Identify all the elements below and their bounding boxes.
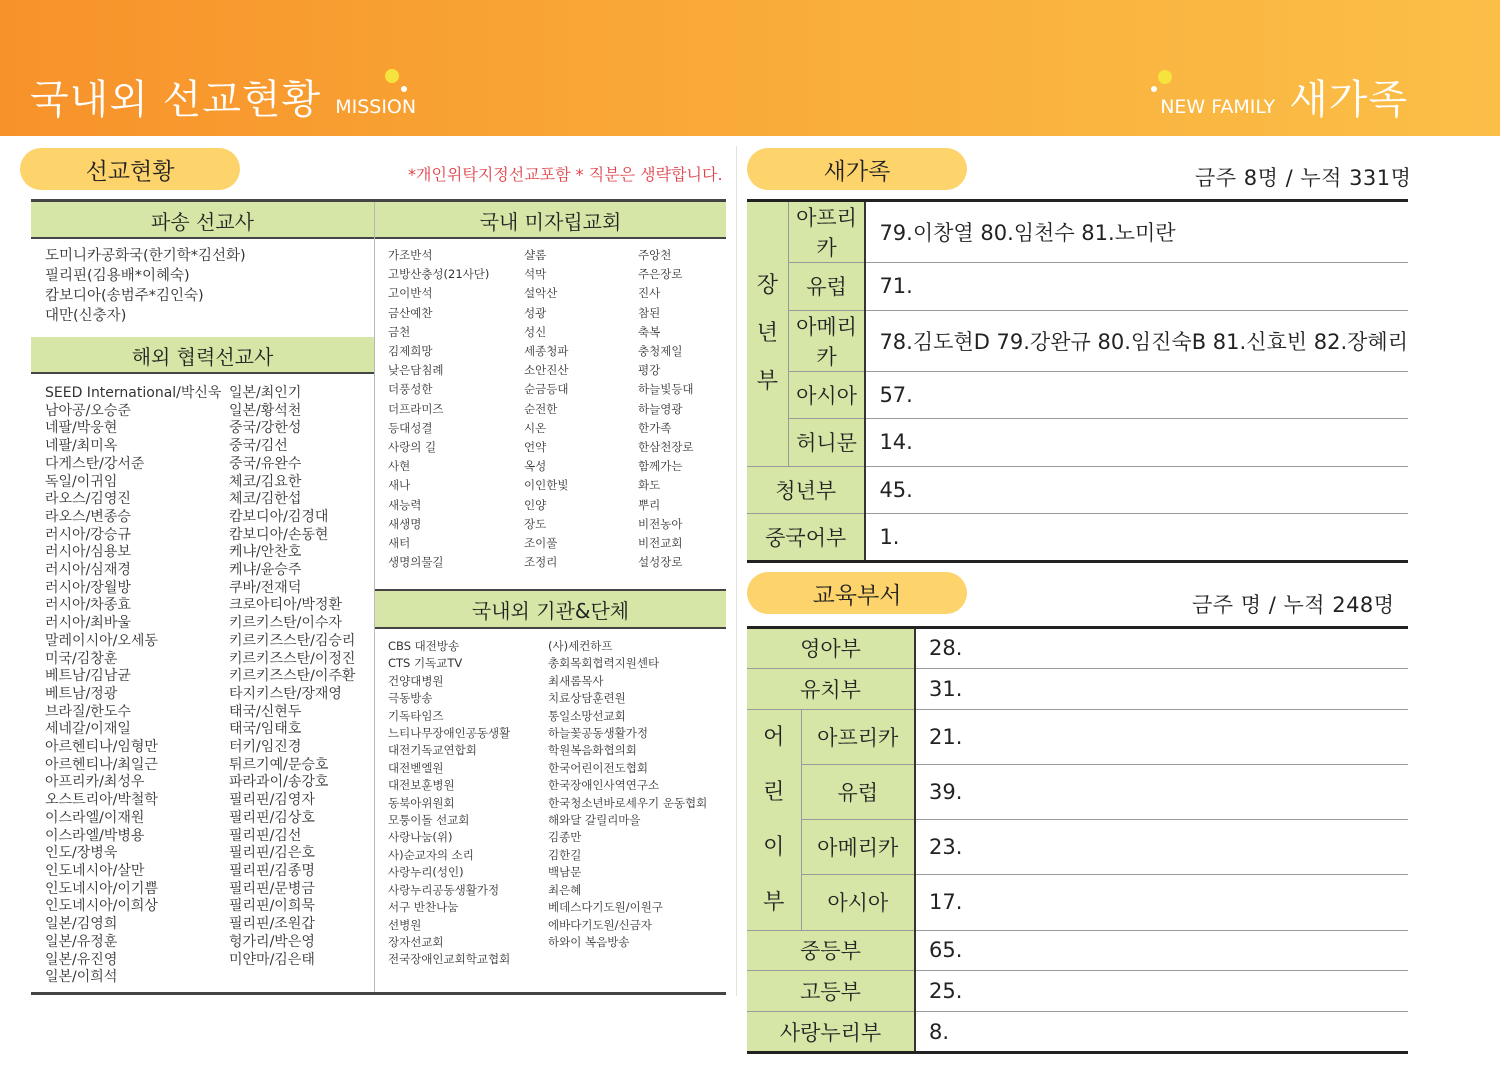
white-dot-icon [1151,86,1157,92]
overseas-missionary: 쿠바/전재덕 [229,579,302,596]
header-right-subtitle: NEW FAMILY [1160,96,1276,118]
row-value: 1. [865,514,1408,562]
overseas-missionary: 필리핀/김은호 [229,845,315,862]
church-item: 생명의물길 [388,555,444,570]
overseas-missionary: 필리핀/이희묵 [229,898,315,915]
row-value: 57. [865,371,1408,419]
overseas-missionary: 필리핀/김영자 [229,792,315,809]
institutions-header: 국내외 기관&단체 [375,591,726,627]
institution-item: 학원복음화협의회 [548,743,637,758]
domestic-churches-header: 국내 미자립교회 [375,202,726,238]
overseas-missionary: 네팔/최미옥 [45,438,118,455]
row-value: 8. [915,1012,1408,1053]
overseas-missionary: 이스라엘/박병용 [45,827,145,844]
institution-item: 동북아위원회 [388,795,455,810]
overseas-missionary: 일본/이희석 [45,969,118,986]
overseas-missionary: 라오스/변종승 [45,508,131,525]
overseas-missionary: 남아공/오승준 [45,402,131,419]
church-item: 더프라미즈 [388,401,444,416]
table-row [747,419,1408,467]
overseas-missionary: 인도네시아/이희상 [45,898,158,915]
institution-item: 한국어린이전도협회 [548,760,648,775]
institution-item: 사랑누리(성인) [388,865,464,880]
institution-item: 총회목회협력지원센타 [548,656,660,671]
overseas-missionary: 필리핀/김선 [229,827,302,844]
row-label: 청년부 [747,466,865,514]
overseas-missionary: 일본/최인기 [229,385,302,401]
church-item: 사현 [388,459,411,474]
row-value: 39. [915,764,1408,819]
table-row [747,628,1408,669]
overseas-missionary: 필리핀/조원갑 [229,916,315,933]
institution-item: 하늘꽃공동생활가정 [548,726,648,741]
row-label: 아프리카 [801,709,915,764]
overseas-missionary: 캄보디아/김경대 [229,508,329,525]
row-value: 21. [915,709,1408,764]
row-label: 아메리카 [788,310,865,371]
overseas-missionary: 일본/유정훈 [45,933,118,950]
overseas-missionary: 말레이시아/오세동 [45,632,158,649]
row-value: 78.김도현D 79.강완규 80.임진숙B 81.신효빈 82.장혜리 [865,310,1408,371]
group-label: 어 린 이 부 [747,709,801,930]
church-item: 함께가는 [638,459,683,474]
dispatched-list [45,246,246,326]
overseas-missionary: 브라질/한도수 [45,703,131,720]
overseas-missionary: 아르헨티나/임형만 [45,739,158,756]
church-item: 고방산충성(21사단) [388,267,490,282]
churches-col1 [388,246,489,572]
overseas-missionary: 필리핀/문병금 [229,880,315,897]
church-item: 진사 [638,286,661,301]
dispatched-missionary: 대만(신충자) [45,308,127,324]
overseas-missionary: 아르헨티나/최일근 [45,756,158,773]
church-item: 축복 [638,324,661,339]
church-item: 사랑의 길 [388,440,437,455]
header-title: 국내외 선교현황 [30,77,322,123]
table-row [747,310,1408,371]
institution-item: 대전보훈병원 [388,778,455,793]
church-item: 평강 [638,363,661,378]
center-divider [736,146,737,996]
overseas-missionary: 인도네시아/이기쁨 [45,880,158,897]
divider [375,627,726,629]
overseas-missionary: 일본/유진영 [45,951,118,968]
row-value: 71. [865,263,1408,311]
overseas-missionary: 키르키스탄/이수자 [229,615,342,632]
row-value: 17. [915,875,1408,930]
church-item: 한삼천장로 [638,440,694,455]
institution-item: 사랑나눔(위) [388,830,453,845]
table-row [747,514,1408,562]
overseas-missionary: 중국/유완수 [229,455,302,472]
divider [31,372,374,374]
table-row [747,371,1408,419]
institution-item: CBS 대전방송 [388,639,460,653]
church-item: 옥성 [524,459,547,474]
institutions-col2 [548,638,707,951]
church-item: 장도 [524,516,547,531]
education-summary: 금주 명 / 누적 248명 [1192,593,1395,617]
table-row [747,820,1408,875]
mission-pill: 선교현황 [20,148,240,190]
institution-item: 기독타임즈 [388,708,444,723]
church-item: 뿌리 [638,497,661,512]
overseas-missionary: 일본/김영희 [45,916,118,933]
overseas-header: 해외 협력선교사 [31,337,374,373]
table-row [747,764,1408,819]
row-value: 25. [915,971,1408,1012]
table-row [747,709,1408,764]
table-row [747,263,1408,311]
overseas-missionary: 튀르기예/문승호 [229,756,329,773]
institution-item: 한국청소년바로세우기 운동협회 [548,795,708,810]
institution-item: 최은혜 [548,882,582,897]
header-right [1160,68,1408,125]
overseas-missionary: 헝가리/박은영 [229,933,315,950]
overseas-missionary: 베트남/김남균 [45,668,131,685]
overseas-missionary: 독일/이귀임 [45,473,118,490]
dispatched-header: 파송 선교사 [31,202,374,238]
group-label: 장 년 부 [747,201,788,467]
newfamily-summary: 금주 8명 / 누적 331명 [1195,166,1412,190]
overseas-missionary: 러시아/심재경 [45,562,131,579]
dispatched-missionary: 필리핀(김용배*이혜숙) [45,268,190,284]
overseas-missionary: 캄보디아/손동현 [229,526,329,543]
institution-item: 전국장애인교회학교협회 [388,952,511,967]
church-item: 화도 [638,478,661,493]
row-label: 사랑누리부 [747,1012,915,1053]
church-item: 조정리 [524,555,558,570]
church-item: 더풍성한 [388,382,433,397]
church-item: 가조반석 [388,248,433,262]
newfamily-pill: 새가족 [747,148,967,190]
church-item: 순금등대 [524,382,569,397]
row-value: 31. [915,668,1408,709]
institution-item: 하와이 복음방송 [548,934,630,949]
overseas-missionary: 중국/강한성 [229,420,302,437]
church-item: 주은장로 [638,267,683,282]
divider [31,237,374,239]
church-item: 주앙천 [638,248,672,262]
institution-item: 에바다기도원/신금자 [548,917,652,932]
institution-item: 대전기독교연합회 [388,743,477,758]
institution-item: 해와달 갈릴리마을 [548,813,641,828]
overseas-missionary: 태국/신현두 [229,703,302,720]
row-label: 고등부 [747,971,915,1012]
church-item: 하늘영광 [638,401,683,416]
church-item: 세종청파 [524,344,569,359]
overseas-missionary: 러시아/차종효 [45,597,131,614]
overseas-missionary: 필리핀/김종명 [229,862,315,879]
institution-item: 김종만 [548,830,582,845]
overseas-missionary: 중국/김선 [229,438,288,455]
church-item: 석막 [524,267,547,282]
row-label: 유럽 [788,263,865,311]
overseas-missionary: 러시아/강승규 [45,526,131,543]
overseas-missionary: 이스라엘/이재원 [45,809,145,826]
institutions-col1 [388,638,510,969]
overseas-col2 [229,385,355,969]
row-label: 아메리카 [801,820,915,875]
overseas-missionary: 러시아/장월방 [45,579,131,596]
overseas-missionary: 일본/황석천 [229,402,302,419]
overseas-missionary: 체코/김요한 [229,473,302,490]
header-left [30,68,416,125]
overseas-missionary: 미국/김창훈 [45,650,118,667]
institution-item: 최새롬목사 [548,673,604,688]
church-item: 고이반석 [388,286,433,301]
overseas-missionary: 아프리카/최성우 [45,774,145,791]
education-table [747,626,1408,1054]
institution-item: 한국장애인사역연구소 [548,778,660,793]
newfamily-table [747,199,1408,563]
dispatched-missionary: 도미니카공화국(한기학*김선화) [45,248,246,264]
table-row [747,971,1408,1012]
row-label: 아프리카 [788,201,865,263]
church-item: 설악산 [524,286,558,301]
row-value: 45. [865,466,1408,514]
table-row [747,466,1408,514]
overseas-missionary: 체코/김한섭 [229,491,302,508]
row-value: 79.이창열 80.임천수 81.노미란 [865,201,1408,263]
divider [375,237,726,239]
institution-item: 통일소망선교회 [548,708,626,723]
church-item: 순전한 [524,401,558,416]
overseas-missionary: 크로아티아/박정환 [229,597,342,614]
church-item: 하늘빛등대 [638,382,694,397]
church-item: 비전농아 [638,516,683,531]
church-item: 새터 [388,536,411,551]
white-dot-icon [401,86,407,92]
church-item: 등대성결 [388,420,433,435]
institution-item: 서구 반찬나눔 [388,900,459,915]
table-row [747,1012,1408,1053]
church-item: 새생명 [388,516,422,531]
church-item: 설성장로 [638,555,683,570]
row-label: 중국어부 [747,514,865,562]
overseas-missionary: 네팔/박웅현 [45,420,118,437]
church-item: 새능력 [388,497,422,512]
church-item: 낮은담침례 [388,363,444,378]
overseas-missionary: 오스트리아/박철학 [45,792,158,809]
table-row [747,668,1408,709]
overseas-missionary: 러시아/심용보 [45,544,131,561]
institution-item: 대전벧엘원 [388,760,444,775]
institution-item: 장자선교회 [388,934,444,949]
church-item: 금천 [388,324,411,339]
row-label: 아시아 [801,875,915,930]
church-item: 금산예찬 [388,305,433,320]
education-pill: 교육부서 [747,572,967,614]
institution-item: 사랑누리공동생활가정 [388,882,500,897]
row-label: 중등부 [747,930,915,971]
church-item: 조이풀 [524,536,558,551]
institution-item: 선병원 [388,917,422,932]
church-item: 샬롬 [524,248,547,262]
overseas-missionary: 터키/임진경 [229,739,302,756]
overseas-missionary: 태국/임태호 [229,721,302,738]
overseas-missionary: 베트남/정광 [45,685,118,702]
church-item: 이인한빛 [524,478,569,493]
dispatched-missionary: 캄보디아(송범주*김인숙) [45,288,204,304]
row-label: 아시아 [788,371,865,419]
overseas-missionary: 키르키즈스탄/이정진 [229,650,356,667]
overseas-missionary: 러시아/최바울 [45,615,131,632]
row-value: 14. [865,419,1408,467]
institution-item: 베데스다기도원/이원구 [548,900,663,915]
page-header [0,0,1500,136]
overseas-missionary: 세네갈/이재일 [45,721,131,738]
overseas-missionary: 미얀마/김은태 [229,951,315,968]
overseas-missionary: 라오스/김영진 [45,491,131,508]
overseas-missionary: 케냐/윤승주 [229,562,302,579]
overseas-missionary: SEED International/박신욱 [45,385,222,401]
table-row [747,875,1408,930]
church-item: 김제희망 [388,344,433,359]
institution-item: 백남문 [548,865,582,880]
church-item: 시온 [524,420,547,435]
mission-note: *개인위탁지정선교포함 * 직분은 생략합니다. [408,165,723,184]
church-item: 충청제일 [638,344,683,359]
row-label: 허니문 [788,419,865,467]
overseas-missionary: 인도네시아/살만 [45,862,145,879]
row-label: 유치부 [747,668,915,709]
institution-item: 치료상담훈련원 [548,691,626,706]
overseas-missionary: 인도/장병욱 [45,845,118,862]
church-item: 성광 [524,305,547,320]
institution-item: 느티나무장애인공동생활 [388,726,511,741]
table-bottom-border [31,992,726,995]
churches-col3 [638,246,694,572]
church-item: 새나 [388,478,411,493]
table-row [747,201,1408,263]
header-right-title: 새가족 [1289,77,1408,123]
overseas-missionary: 다게스탄/강서준 [45,455,145,472]
institution-item: 극동방송 [388,691,433,706]
header-subtitle: MISSION [335,96,417,118]
overseas-missionary: 파라과이/송강호 [229,774,329,791]
institution-item: CTS 기독교TV [388,656,463,671]
overseas-missionary: 키르키즈스탄/김승리 [229,632,356,649]
institution-item: 건양대병원 [388,673,444,688]
churches-col2 [524,246,568,572]
institution-item: 김한길 [548,847,582,862]
overseas-col1 [45,385,221,987]
row-value: 23. [915,820,1408,875]
table-row [747,930,1408,971]
row-value: 28. [915,628,1408,669]
institution-item: 사)순교자의 소리 [388,847,474,862]
church-item: 소안진산 [524,363,569,378]
institution-item: (사)세컨하프 [548,639,613,653]
overseas-missionary: 타지키스탄/장재영 [229,685,342,702]
church-item: 인양 [524,497,547,512]
church-item: 한가족 [638,420,672,435]
church-item: 비전교회 [638,536,683,551]
overseas-missionary: 케냐/안찬호 [229,544,302,561]
church-item: 언약 [524,440,547,455]
church-item: 성신 [524,324,547,339]
overseas-missionary: 필리핀/김상호 [229,809,315,826]
overseas-missionary: 키르키즈스탄/이주환 [229,668,356,685]
row-label: 영아부 [747,628,915,669]
institution-item: 모퉁이돌 선교회 [388,813,470,828]
church-item: 참된 [638,305,661,320]
row-label: 유럽 [801,764,915,819]
row-value: 65. [915,930,1408,971]
yellow-dot-icon [385,69,399,83]
